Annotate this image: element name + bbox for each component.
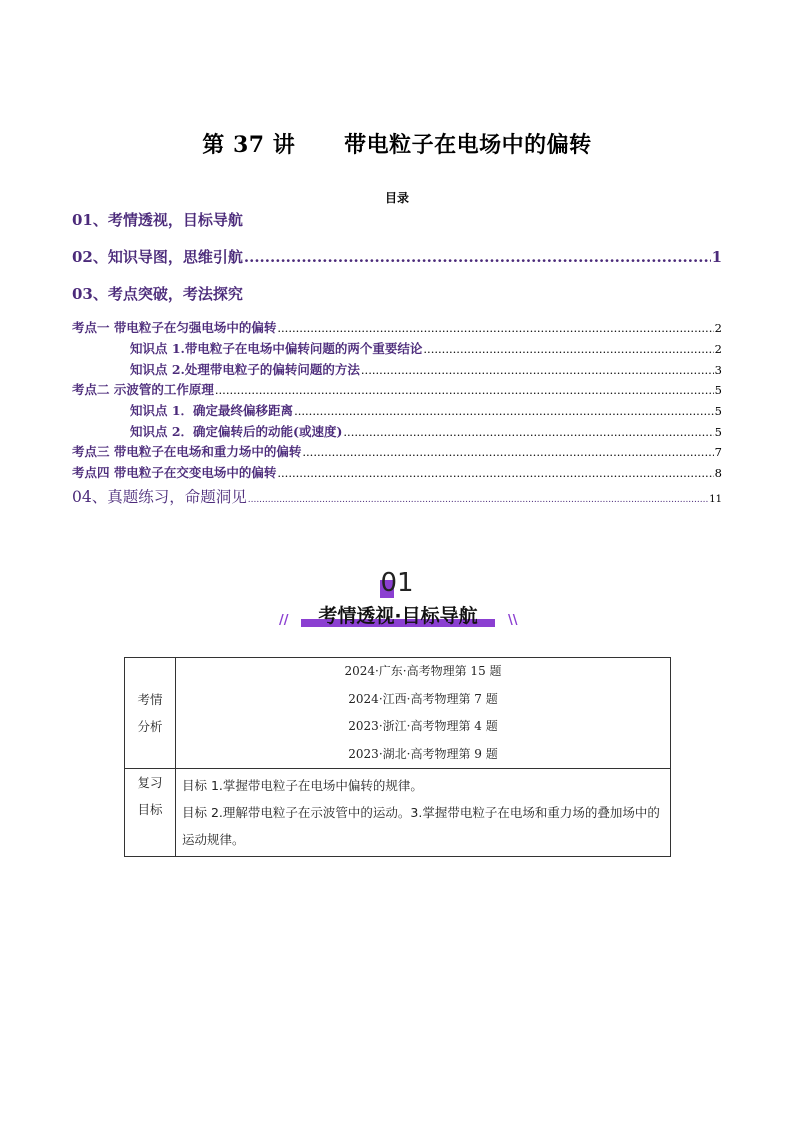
banner-slash-right: \\ bbox=[508, 613, 518, 628]
exam-analysis-table bbox=[124, 657, 671, 857]
exam-analysis-header: 考情 分析 bbox=[125, 658, 176, 769]
exam-item: 2024·江西·高考物理第 7 题 bbox=[348, 691, 498, 706]
toc-entry-04[interactable]: 04、真题练习，命题洞见 ..... 11 bbox=[72, 485, 722, 507]
exam-item: 2023·浙江·高考物理第 4 题 bbox=[348, 719, 498, 733]
toc-entry-kaodian-4[interactable]: 考点四 带电粒子在交变电场中的偏转 ..... 8 bbox=[72, 463, 722, 481]
exam-item: 2024·广东·高考物理第 15 题 bbox=[344, 664, 502, 678]
toc-entry-zhishidian-1-1[interactable]: 知识点 1.带电粒子在电场中偏转问题的两个重要结论 ..... 2 bbox=[72, 339, 722, 357]
table-row bbox=[125, 658, 671, 769]
toc-entry-01[interactable]: 01、考情透视，目标导航 bbox=[72, 211, 243, 229]
goal-item: 目标 1.掌握带电粒子在电场中偏转的规律。 bbox=[182, 778, 423, 793]
review-goals-header: 复习 目标 bbox=[125, 769, 176, 857]
goal-item: 目标 2.理解带电粒子在示波管中的运动。3.掌握带电粒子在电场和重力场的叠加场中的运动规律。 bbox=[182, 805, 660, 847]
toc-entry-zhishidian-2-1[interactable]: 知识点 1．确定最终偏移距离 ..... 5 bbox=[72, 401, 722, 419]
table-row bbox=[125, 769, 671, 857]
toc-entry-kaodian-2[interactable]: 考点二 示波管的工作原理 ..... 5 bbox=[72, 380, 722, 398]
toc-entry-kaodian-3[interactable]: 考点三 带电粒子在电场和重力场中的偏转 ..... 7 bbox=[72, 442, 722, 460]
section-banner-title: 考情透视·目标导航 bbox=[318, 605, 478, 627]
banner-slash-left: // bbox=[279, 613, 289, 628]
toc-entry-03[interactable]: 03、考点突破，考法探究 bbox=[72, 285, 243, 303]
section-number: 01 bbox=[380, 568, 414, 598]
toc-entry-zhishidian-2-2[interactable]: 知识点 2．确定偏转后的动能(或速度) ..... 5 bbox=[72, 422, 722, 440]
section-banner bbox=[293, 603, 503, 629]
toc-entry-zhishidian-1-2[interactable]: 知识点 2.处理带电粒子的偏转问题的方法 ..... 3 bbox=[72, 360, 722, 378]
page-title: 第 37 讲 带电粒子在电场中的偏转 bbox=[202, 132, 592, 158]
toc-entry-02[interactable]: 02、知识导图，思维引航 ..... 1 bbox=[72, 246, 722, 267]
toc-heading: 目录 bbox=[384, 191, 409, 205]
review-goals-cell bbox=[176, 769, 671, 857]
exam-items-cell bbox=[176, 658, 671, 769]
toc-entry-kaodian-1[interactable]: 考点一 带电粒子在匀强电场中的偏转 ..... 2 bbox=[72, 318, 722, 336]
exam-item: 2023·湖北·高考物理第 9 题 bbox=[348, 746, 498, 761]
